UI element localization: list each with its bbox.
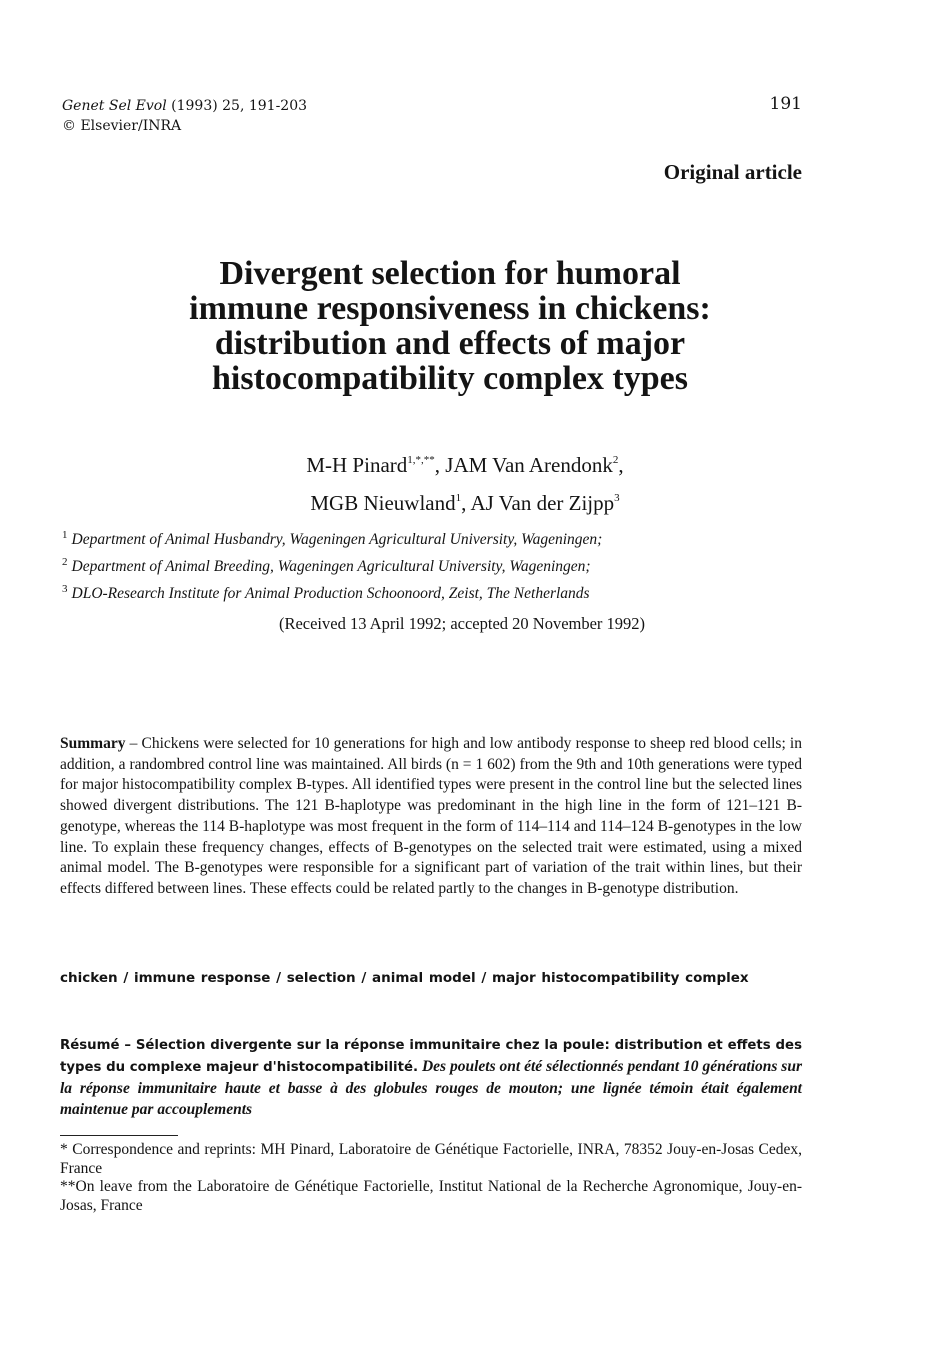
keywords: chicken / immune response / selection / animal model / major histocompatibility complex <box>60 970 749 986</box>
summary-paragraph <box>60 734 802 900</box>
summary-text: – Chickens were selected for 10 generations for high and low antibody response to sheep red blood cells; in addition, a randombred control line was maintained. All birds (n = 1 602) from the 9th and 10th generations were typed for major histocompatibility complex B-types. All identified types were present in the control line but the selected lines showed divergent distributions. The 121 B-haplotype was predominant in the high line in the form of 121–121 B-genotype, whereas the 114 B-haplotype was most frequent in the form of 114–114 and 114–124 B-genotypes in the low line. To explain these frequency changes, effects of B-genotypes on the selected trait were estimated, using a mixed animal model. The B-genotypes were responsible for a significant part of variation of the trait within lines, but their effects differed between lines. These effects could be related partly to the changes in B-genotype distribution. <box>60 735 802 897</box>
author-list <box>80 444 850 520</box>
journal-name: Genet Sel Evol <box>62 98 167 114</box>
title-line: immune responsiveness in chickens: <box>189 290 711 327</box>
author-line-2 <box>80 482 850 520</box>
resume-paragraph <box>60 1034 802 1120</box>
affiliation <box>62 578 822 605</box>
affiliation-number: 1 <box>62 529 68 541</box>
author-name: , JAM Van Arendonk <box>434 453 613 477</box>
footnote: * Correspondence and reprints: MH Pinard, Laboratoire de Génétique Factorielle, INRA, 78352 Jouy-en-Josas Cedex, France <box>60 1141 802 1177</box>
footnote: **On leave from the Laboratoire de Génétique Factorielle, Institut National de la Recherche Agronomique, Jouy-en-Josas, France <box>60 1178 802 1214</box>
publisher: © Elsevier/INRA <box>62 118 182 134</box>
resume-text: Des poulets ont été sélectionnés pendant 10 générations sur la réponse immunitaire haute et basse à des globules rouges de mouton; une lignée témoin était également maintenue par accouplements <box>60 1058 802 1118</box>
received-dates: (Received 13 April 1992; accepted 20 November 1992) <box>278 614 646 633</box>
affiliation <box>62 524 822 551</box>
affiliation-text: DLO-Research Institute for Animal Production Schoonoord, Zeist, The Netherlands <box>71 585 590 602</box>
author-separator: , <box>618 453 624 477</box>
title-line: Divergent selection for humoral <box>219 255 681 292</box>
author-sup: 1 <box>455 492 462 504</box>
journal-citation-line <box>62 96 307 116</box>
affiliation-text: Department of Animal Breeding, Wageningen Agricultural University, Wageningen; <box>71 558 591 575</box>
author-name: MGB Nieuwland <box>310 491 456 515</box>
author-name: , AJ Van der Zijpp <box>461 491 615 515</box>
author-sup: 3 <box>614 492 620 504</box>
author-name: M-H Pinard <box>306 453 408 477</box>
journal-citation: (1993) 25, 191-203 <box>166 98 308 114</box>
affiliations <box>62 524 822 605</box>
author-line-1 <box>80 444 850 482</box>
affiliation <box>62 551 822 578</box>
resume-heading: Résumé – Sélection divergente sur la réponse immunitaire chez la poule: distribution et effets des types du complexe majeur d'histocompatibilité. <box>60 1038 802 1075</box>
title-line: distribution and effects of major <box>214 325 686 362</box>
footnote-divider <box>60 1135 178 1136</box>
journal-header <box>62 96 307 136</box>
article-title <box>80 256 820 396</box>
author-sup: 1,*,** <box>407 454 435 466</box>
article-type: Original article <box>663 160 802 184</box>
affiliation-number: 3 <box>62 583 68 595</box>
author-sup: 2 <box>612 454 619 466</box>
affiliation-number: 2 <box>62 556 68 568</box>
footnotes <box>60 1141 802 1215</box>
summary-label: Summary <box>60 735 126 752</box>
page-number: 191 <box>769 94 802 114</box>
title-line: histocompatibility complex types <box>212 360 688 397</box>
affiliation-text: Department of Animal Husbandry, Wageningen Agricultural University, Wageningen; <box>71 531 603 548</box>
